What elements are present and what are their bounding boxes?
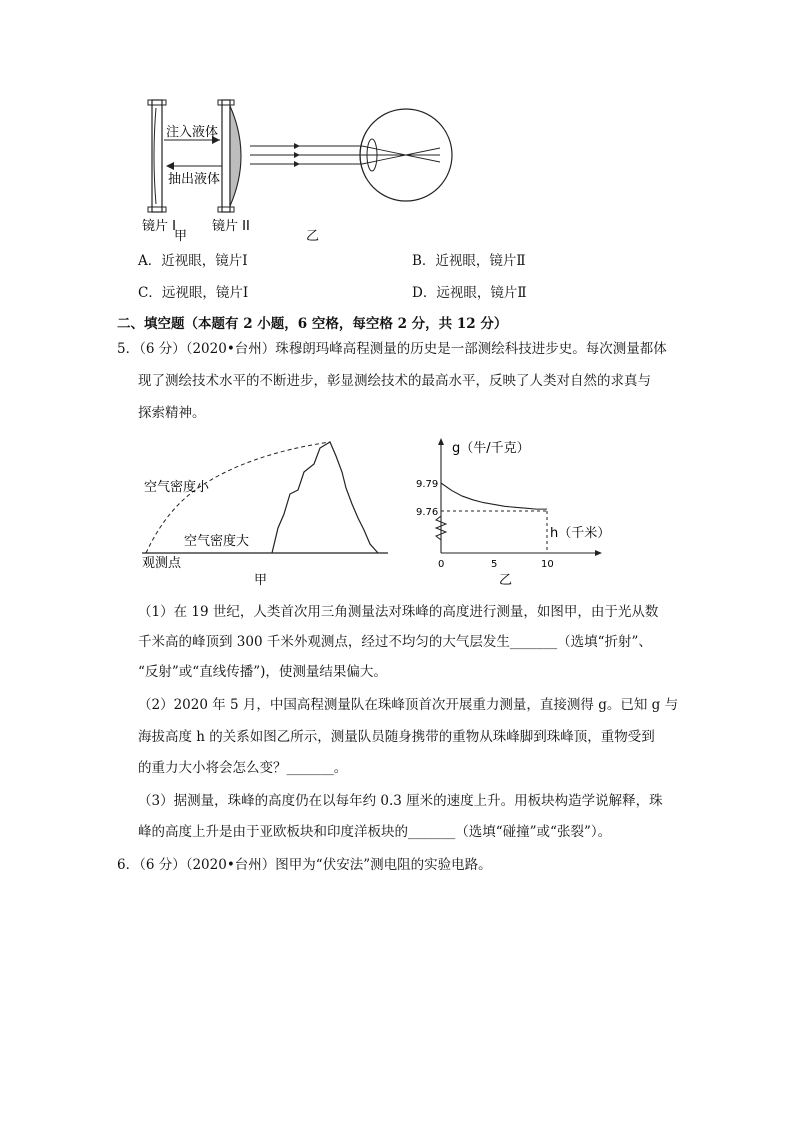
option-a: A．近视眼，镜片Ⅰ <box>138 253 248 269</box>
q5-sub1-line-2: 千米高的峰顶到 300 千米外观测点，经过不均匀的大气层发生_______（选填“折射”、 <box>138 634 652 650</box>
extract-label: 抽出液体 <box>168 172 221 187</box>
section-heading: 二、填空题（本题有 2 小题，6 空格，每空格 2 分，共 12 分） <box>117 316 508 332</box>
x-tick-label: 0 <box>438 559 445 570</box>
inject-label: 注入液体 <box>166 125 219 140</box>
y-tick-label: 9.79 <box>416 479 439 490</box>
air-density-low-label: 空气密度小 <box>144 480 210 495</box>
fig-jia-caption: 甲 <box>174 229 188 244</box>
q5-line-3: 探索精神。 <box>138 405 206 421</box>
lens-one <box>148 100 166 212</box>
chart-x-label: h（千米） <box>550 526 611 541</box>
fig-jia-caption-q5: 甲 <box>254 573 268 588</box>
q5-sub1-line-1: （1）在 19 世纪，人类首次用三角测量法对珠峰的高度进行测量，如图甲，由于光从数 <box>138 604 659 620</box>
q5-sub2-line-2: 海拔高度 h 的关系如图乙所示，测量队员随身携带的重物从珠峰脚到珠峰顶，重物受到 <box>138 729 655 745</box>
fig-yi-caption: 乙 <box>306 229 320 244</box>
lens-eye-figure <box>130 94 460 244</box>
q6-line-1: 6．（6 分）（2020•台州）图甲为“伏安法”测电阻的实验电路。 <box>117 857 492 873</box>
x-tick-label: 10 <box>541 559 554 570</box>
q5-sub2-line-1: （2）2020 年 5 月，中国高程测量队在珠峰顶首次开展重力测量，直接测得 g。已知 g 与 <box>138 697 679 713</box>
y-tick-label: 9.76 <box>416 507 439 518</box>
lens-one-label: 镜片 I <box>142 219 176 234</box>
q5-line-1: 5．（6 分）（2020•台州）珠穆朗玛峰高程测量的历史是一部测绘科技进步史。每次测量都体 <box>117 341 667 357</box>
fig-yi-caption-q5: 乙 <box>499 573 513 588</box>
q5-sub3-line-1: （3）据测量，珠峰的高度仍在以每年约 0.3 厘米的速度上升。用板块构造学说解释，珠 <box>138 793 663 809</box>
lens-two <box>218 100 241 212</box>
eye-diagram <box>360 109 452 201</box>
g-h-chart <box>414 436 614 596</box>
x-tick-label: 5 <box>491 559 498 570</box>
series-line-0 <box>441 483 547 509</box>
lens-two-label: 镜片 II <box>212 219 250 234</box>
q5-sub2-line-3: 的重力大小将会怎么变？_______。 <box>138 760 348 776</box>
q5-line-2: 现了测绘技术水平的不断进步，彰显测绘技术的最高水平，反映了人类对自然的求真与 <box>138 373 651 389</box>
mountain-peak <box>272 442 378 553</box>
option-c: C．远视眼，镜片Ⅰ <box>138 285 249 301</box>
air-density-high-label: 空气密度大 <box>184 534 250 549</box>
mountain-figure <box>138 436 398 596</box>
q5-sub3-line-2: 峰的高度上升是由于亚欧板块和印度洋板块的_______（选填“碰撞”或“张裂”）。 <box>138 824 612 840</box>
option-b: B．近视眼，镜片Ⅱ <box>412 253 526 269</box>
observation-point-label: 观测点 <box>142 556 182 571</box>
option-d: D．远视眼，镜片Ⅱ <box>412 285 527 301</box>
q5-sub1-line-3: “反射”或“直线传播”)，使测量结果偏大。 <box>138 664 387 680</box>
chart-y-label: g（牛/千克） <box>452 441 530 456</box>
